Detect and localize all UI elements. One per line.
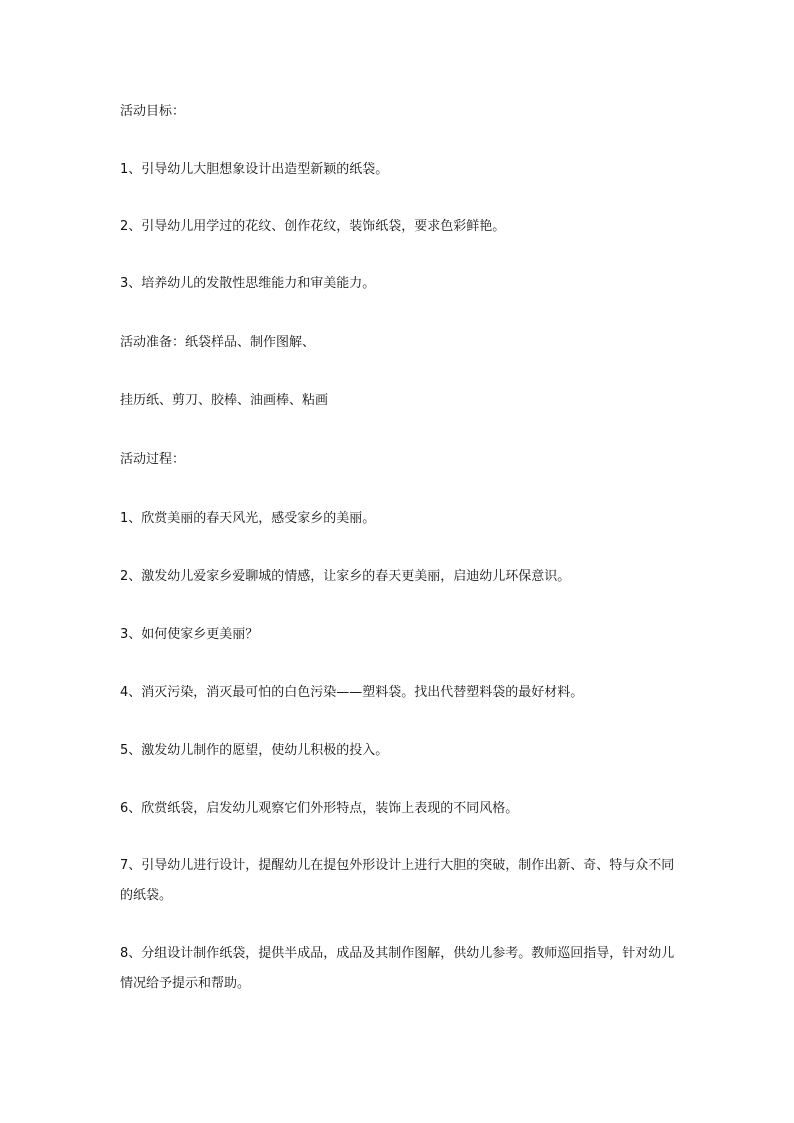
prep-heading: 活动准备：纸袋样品、制作图解、: [120, 335, 316, 350]
goal-heading: 活动目标：: [120, 104, 186, 119]
process-step-1: 1、欣赏美丽的春天风光，感受家乡的美丽。: [120, 511, 376, 526]
process-step-5: 5、激发幼儿制作的愿望，使幼儿积极的投入。: [120, 743, 389, 758]
process-heading: 活动过程：: [120, 452, 186, 467]
process-step-4: 4、消灭污染，消灭最可怕的白色污染——塑料袋。找出代替塑料袋的最好材料。: [120, 685, 584, 700]
process-step-6: 6、欣赏纸袋，启发幼儿观察它们外形特点，装饰上表现的不同风格。: [120, 801, 519, 816]
process-step-7: 7、引导幼儿进行设计，提醒幼儿在提包外形设计上进行大胆的突破，制作出新、奇、特与众不同的纸袋。: [120, 858, 675, 903]
process-step-3: 3、如何使家乡更美丽？: [120, 627, 259, 642]
process-step-8: 8、分组设计制作纸袋，提供半成品，成品及其制作图解，供幼儿参考。教师巡回指导，针对幼儿情况给予提示和帮助。: [120, 946, 675, 991]
goal-item-2: 2、引导幼儿用学过的花纹、创作花纹，装饰纸袋，要求色彩鲜艳。: [120, 219, 506, 234]
goal-item-1: 1、引导幼儿大胆想象设计出造型新颖的纸袋。: [120, 162, 389, 177]
goal-item-3: 3、培养幼儿的发散性思维能力和审美能力。: [120, 276, 376, 291]
process-step-2: 2、激发幼儿爱家乡爱聊城的情感，让家乡的春天更美丽，启迪幼儿环保意识。: [120, 569, 571, 584]
prep-materials: 挂历纸、剪刀、胶棒、油画棒、粘画: [120, 393, 329, 408]
